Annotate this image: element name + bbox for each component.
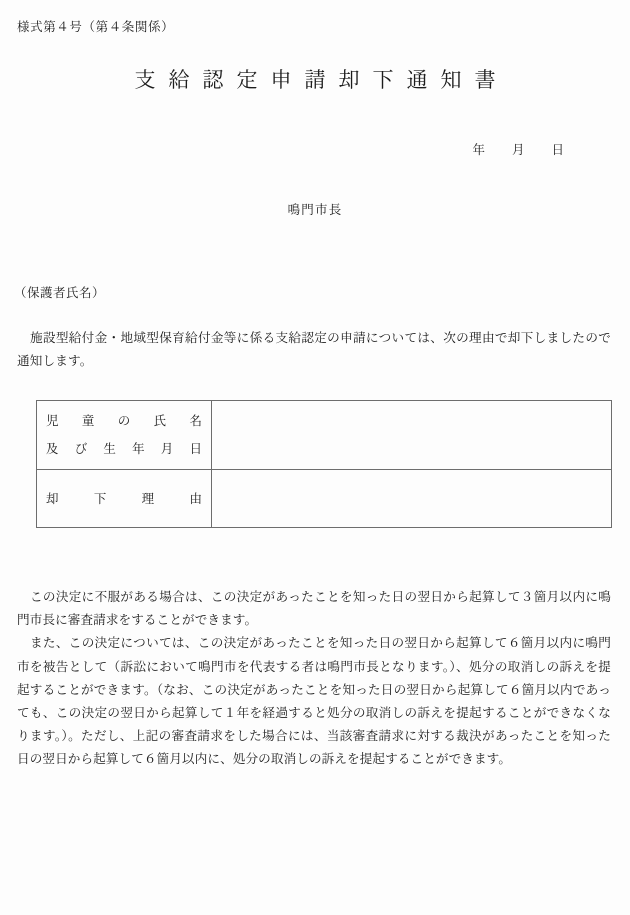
label-char: 児 [46,414,59,428]
label-char: 由 [189,491,202,506]
child-name-label-line-1 [46,407,202,435]
legal-notice-paragraph-review-request: この決定に不服がある場合は、この決定があったことを知った日の翌日から起算して３箇月以内に鳴門市長に審査請求をすることができます。 [17,590,611,628]
table-label-rejection-reason [37,470,212,528]
table-value-rejection-reason[interactable] [212,470,612,528]
label-char: 日 [189,442,202,456]
table-row-child-name [37,401,612,470]
date-month-label: 月 [511,143,526,157]
addressee-guardian-name: （保護者氏名） [14,286,106,300]
intro-paragraph: 施設型給付金・地域型保育給付金等に係る支給認定の申請については、次の理由で却下しましたので通知します。 [17,331,611,368]
issuer-name: 鳴門市長 [287,203,343,217]
legal-notice-block [17,586,611,772]
label-char: 生 [103,442,116,456]
label-char: 却 [46,491,59,506]
table-value-child-name[interactable] [212,401,612,470]
label-char: 氏 [153,414,167,428]
applicant-info-table [36,400,612,528]
child-name-label-line-2 [46,435,202,463]
label-char: 理 [141,491,155,506]
table-row-rejection-reason [37,470,612,528]
date-year-label: 年 [472,143,486,157]
rejection-reason-label-line-1 [46,485,202,513]
label-char: 年 [132,442,145,456]
label-char: の [117,414,131,428]
label-char: 名 [189,414,202,428]
label-char: 童 [81,414,95,428]
legal-notice-paragraph-lawsuit: また、この決定については、この決定があったことを知った日の翌日から起算して６箇月以内に鳴門市を被告として（訴訟において鳴門市を代表する者は鳴門市長となります。）、処分の取消しの訴えを提起することができます。（なお、この決定があったことを知った日の翌日から起算して６箇月以内であっても、この決定の翌日から起算して１年を経過すると処分の取消しの訴えを提起することができなくなります。）。ただし、上記の審査請求をした場合には、当該審査請求に対する裁決があったことを知った日の翌日から起算して６箇月以内に、処分の取消しの訴えを提起することができます。 [17,636,611,767]
date-day-label: 日 [551,143,565,157]
label-char: 及 [46,442,59,456]
label-char: 下 [93,491,107,506]
label-char: 月 [160,442,174,456]
date-line [472,140,565,158]
label-char: び [74,442,88,456]
form-number-label: 様式第４号（第４条関係） [17,20,175,34]
table-label-child-name [37,401,212,470]
document-title: 支給認定申請却下通知書 [134,68,509,92]
